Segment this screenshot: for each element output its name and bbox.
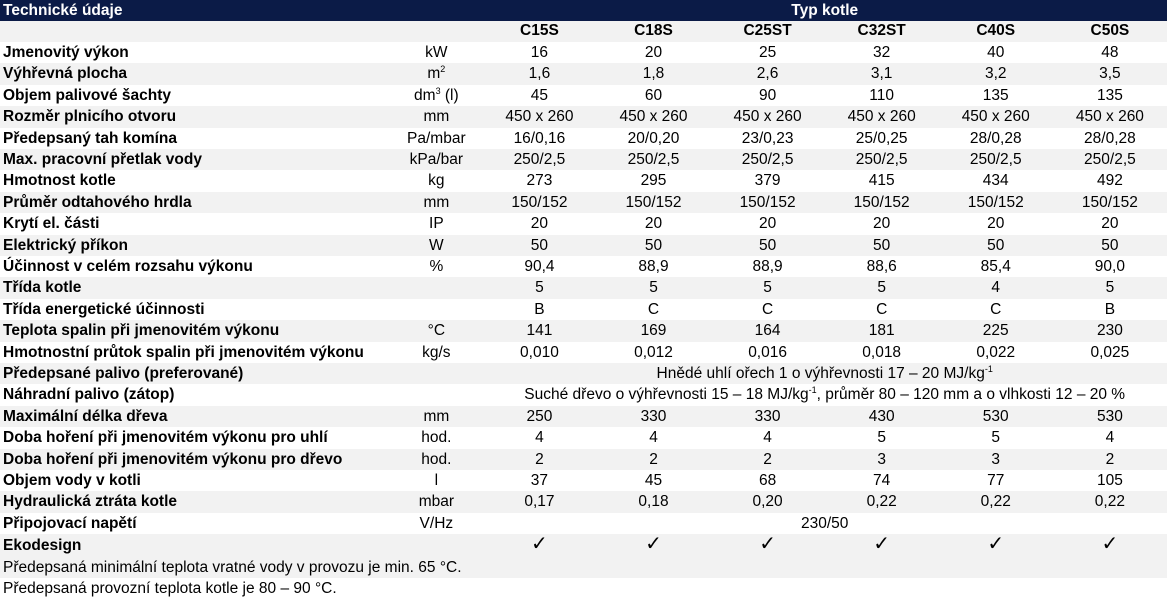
cell-value: 225 — [939, 320, 1053, 341]
cell-value: 181 — [825, 320, 939, 341]
row-unit — [390, 299, 482, 320]
row-label: Účinnost v celém rozsahu výkonu — [0, 256, 390, 277]
cell-value: 28/0,28 — [939, 128, 1053, 149]
row-label: Doba hoření při jmenovitém výkonu pro uhlí — [0, 427, 390, 448]
row-label: Předepsaný tah komína — [0, 128, 390, 149]
cell-value: 0,022 — [939, 342, 1053, 363]
cell-value: 492 — [1053, 170, 1167, 191]
row-unit: mm — [390, 192, 482, 213]
table-row — [0, 299, 1167, 320]
row-label: Jmenovitý výkon — [0, 42, 390, 63]
cell-value: 250/2,5 — [711, 149, 825, 170]
cell-value: 32 — [825, 42, 939, 63]
cell-value: 0,22 — [939, 491, 1053, 512]
cell-value: 135 — [1053, 85, 1167, 106]
row-label: Objem palivové šachty — [0, 85, 390, 106]
cell-value: 90,0 — [1053, 256, 1167, 277]
row-unit: l — [390, 470, 482, 491]
table-row — [0, 470, 1167, 491]
cell-value: 20/0,20 — [596, 128, 710, 149]
cell-value: 0,22 — [825, 491, 939, 512]
row-label: Max. pracovní přetlak vody — [0, 149, 390, 170]
model-header: C18S — [596, 21, 710, 42]
cell-value: 434 — [939, 170, 1053, 191]
cell-value: 295 — [596, 170, 710, 191]
table-row — [0, 277, 1167, 298]
cell-value: 530 — [1053, 406, 1167, 427]
table-row — [0, 235, 1167, 256]
row-unit: kW — [390, 42, 482, 63]
table-row — [0, 106, 1167, 127]
ecodesign-cell — [711, 534, 825, 556]
cell-value: 0,018 — [825, 342, 939, 363]
spanning-value: 230/50 — [482, 513, 1167, 534]
cell-value: 530 — [939, 406, 1053, 427]
unit-exponent: 3 — [435, 85, 441, 96]
boiler-type-label: Typ kotle — [482, 0, 1167, 21]
cell-value: 273 — [482, 170, 596, 191]
table-row — [0, 192, 1167, 213]
checkmark-icon: ✓ — [759, 534, 776, 556]
cell-value: 25/0,25 — [825, 128, 939, 149]
cell-value: 450 x 260 — [711, 106, 825, 127]
cell-value: 40 — [939, 42, 1053, 63]
unit-base: m — [427, 65, 441, 83]
row-unit: mm — [390, 406, 482, 427]
cell-value: 50 — [1053, 235, 1167, 256]
model-header: C25ST — [711, 21, 825, 42]
cell-value: 23/0,23 — [711, 128, 825, 149]
cell-value: 4 — [711, 427, 825, 448]
table-row — [0, 128, 1167, 149]
unit-exponent: 2 — [440, 64, 446, 75]
ecodesign-cell — [825, 534, 939, 556]
row-unit: mbar — [390, 491, 482, 512]
cell-value: 3,1 — [825, 63, 939, 84]
spec-rows — [0, 42, 1167, 557]
span-exponent: -1 — [808, 385, 817, 396]
cell-value: 88,9 — [596, 256, 710, 277]
cell-value: 45 — [596, 470, 710, 491]
cell-value: 105 — [1053, 470, 1167, 491]
span-text: Hnědé uhlí ořech 1 o výhřevnosti 17 – 20 MJ/kg — [656, 365, 985, 382]
model-header: C50S — [1053, 21, 1167, 42]
checkmark-icon: ✓ — [645, 534, 662, 556]
table-row — [0, 256, 1167, 277]
row-label: Náhradní palivo (zátop) — [0, 384, 390, 405]
cell-value: 2 — [711, 449, 825, 470]
cell-value: 1,6 — [482, 63, 596, 84]
cell-value: 0,012 — [596, 342, 710, 363]
cell-value: 135 — [939, 85, 1053, 106]
cell-value: 20 — [596, 213, 710, 234]
row-unit: hod. — [390, 449, 482, 470]
table-row — [0, 170, 1167, 191]
cell-value: 0,20 — [711, 491, 825, 512]
table-row — [0, 513, 1167, 534]
checkmark-icon: ✓ — [873, 534, 891, 556]
row-label: Hydraulická ztráta kotle — [0, 491, 390, 512]
cell-value: 250 — [482, 406, 596, 427]
cell-value: 88,9 — [711, 256, 825, 277]
note-row — [0, 578, 1167, 599]
spanning-value — [482, 363, 1167, 384]
table-row — [0, 363, 1167, 384]
cell-value: 4 — [939, 277, 1053, 298]
row-label: Rozměr plnicího otvoru — [0, 106, 390, 127]
cell-value: 430 — [825, 406, 939, 427]
row-unit: kg — [390, 170, 482, 191]
cell-value: 330 — [596, 406, 710, 427]
row-unit: Pa/mbar — [390, 128, 482, 149]
row-label: Teplota spalin při jmenovitém výkonu — [0, 320, 390, 341]
cell-value: 150/152 — [711, 192, 825, 213]
cell-value: 20 — [1053, 213, 1167, 234]
row-unit: V/Hz — [390, 513, 482, 534]
checkmark-icon: ✓ — [987, 534, 1005, 556]
model-header-row — [0, 21, 1167, 42]
cell-value: 20 — [596, 42, 710, 63]
cell-value: 85,4 — [939, 256, 1053, 277]
row-label: Maximální délka dřeva — [0, 406, 390, 427]
cell-value: 1,8 — [596, 63, 710, 84]
table-row — [0, 42, 1167, 63]
cell-value: 164 — [711, 320, 825, 341]
checkmark-icon: ✓ — [1101, 534, 1119, 556]
cell-value: 88,6 — [825, 256, 939, 277]
table-row — [0, 85, 1167, 106]
cell-value: 74 — [825, 470, 939, 491]
table-row — [0, 213, 1167, 234]
cell-value: 150/152 — [1053, 192, 1167, 213]
cell-value: 450 x 260 — [596, 106, 710, 127]
table-header-bar — [0, 0, 1167, 21]
cell-value: 0,016 — [711, 342, 825, 363]
row-label: Ekodesign — [0, 534, 390, 556]
table-row — [0, 320, 1167, 341]
cell-value: 450 x 260 — [825, 106, 939, 127]
cell-value: B — [1053, 299, 1167, 320]
cell-value: 5 — [825, 427, 939, 448]
cell-value: 25 — [711, 42, 825, 63]
row-label: Doba hoření při jmenovitém výkonu pro dřevo — [0, 449, 390, 470]
spanning-value — [482, 384, 1167, 405]
unit-suffix: (l) — [440, 86, 459, 104]
cell-value: 250/2,5 — [825, 149, 939, 170]
cell-value: 90,4 — [482, 256, 596, 277]
row-label: Objem vody v kotli — [0, 470, 390, 491]
cell-value: 0,025 — [1053, 342, 1167, 363]
cell-value: 5 — [939, 427, 1053, 448]
row-unit: % — [390, 256, 482, 277]
note-text: Předepsaná minimální teplota vratné vody v provozu je min. 65 °C. — [0, 557, 1167, 578]
table-row — [0, 406, 1167, 427]
row-unit — [390, 534, 482, 556]
cell-value: B — [482, 299, 596, 320]
notes-section — [0, 557, 1167, 600]
row-label: Výhřevná plocha — [0, 63, 390, 84]
note-text: Předepsaná provozní teplota kotle je 80 – 90 °C. — [0, 578, 1167, 599]
cell-value: 4 — [482, 427, 596, 448]
cell-value: C — [596, 299, 710, 320]
cell-value: 50 — [711, 235, 825, 256]
row-unit — [390, 85, 482, 106]
table-title: Technické údaje — [0, 0, 482, 21]
cell-value: 50 — [596, 235, 710, 256]
table-row — [0, 449, 1167, 470]
cell-value: 45 — [482, 85, 596, 106]
cell-value: 4 — [1053, 427, 1167, 448]
model-header: C15S — [482, 21, 596, 42]
cell-value: 250/2,5 — [1053, 149, 1167, 170]
unit-base: dm — [414, 86, 436, 104]
cell-value: 3,5 — [1053, 63, 1167, 84]
cell-value: 2 — [596, 449, 710, 470]
cell-value: 230 — [1053, 320, 1167, 341]
ecodesign-cell — [1053, 534, 1167, 556]
cell-value: 16/0,16 — [482, 128, 596, 149]
cell-value: 450 x 260 — [1053, 106, 1167, 127]
cell-value: 68 — [711, 470, 825, 491]
row-label: Připojovací napětí — [0, 513, 390, 534]
row-label: Průměr odtahového hrdla — [0, 192, 390, 213]
cell-value: 20 — [939, 213, 1053, 234]
row-label: Hmotnost kotle — [0, 170, 390, 191]
cell-value: 250/2,5 — [596, 149, 710, 170]
cell-value: 20 — [825, 213, 939, 234]
row-label: Třída energetické účinnosti — [0, 299, 390, 320]
row-unit: W — [390, 235, 482, 256]
span-text: Suché dřevo o výhřevnosti 15 – 18 MJ/kg — [524, 386, 809, 404]
ecodesign-cell — [482, 534, 596, 556]
model-header: C32ST — [825, 21, 939, 42]
cell-value: 2,6 — [711, 63, 825, 84]
cell-value: 0,22 — [1053, 491, 1167, 512]
cell-value: 5 — [482, 277, 596, 298]
cell-value: 110 — [825, 85, 939, 106]
cell-value: 3,2 — [939, 63, 1053, 84]
table-row — [0, 534, 1167, 556]
row-unit — [390, 277, 482, 298]
cell-value: 250/2,5 — [939, 149, 1053, 170]
cell-value: 150/152 — [482, 192, 596, 213]
cell-value: C — [939, 299, 1053, 320]
cell-value: 20 — [711, 213, 825, 234]
ecodesign-cell — [596, 534, 710, 556]
cell-value: 5 — [825, 277, 939, 298]
cell-value: 2 — [1053, 449, 1167, 470]
cell-value: 450 x 260 — [482, 106, 596, 127]
cell-value: 141 — [482, 320, 596, 341]
cell-value: 450 x 260 — [939, 106, 1053, 127]
cell-value: 60 — [596, 85, 710, 106]
cell-value: 77 — [939, 470, 1053, 491]
cell-value: 2 — [482, 449, 596, 470]
table-row — [0, 491, 1167, 512]
cell-value: 4 — [596, 427, 710, 448]
row-label: Hmotnostní průtok spalin při jmenovitém výkonu — [0, 342, 390, 363]
cell-value: 150/152 — [596, 192, 710, 213]
table-row — [0, 384, 1167, 405]
row-unit: kg/s — [390, 342, 482, 363]
row-unit: IP — [390, 213, 482, 234]
table-row — [0, 342, 1167, 363]
cell-value: C — [711, 299, 825, 320]
cell-value: 5 — [596, 277, 710, 298]
model-header: C40S — [939, 21, 1053, 42]
cell-value: 0,18 — [596, 491, 710, 512]
cell-value: 16 — [482, 42, 596, 63]
cell-value: 50 — [482, 235, 596, 256]
cell-value: 50 — [825, 235, 939, 256]
cell-value: 0,010 — [482, 342, 596, 363]
cell-value: C — [825, 299, 939, 320]
row-unit: °C — [390, 320, 482, 341]
cell-value: 3 — [825, 449, 939, 470]
row-unit: hod. — [390, 427, 482, 448]
row-label: Třída kotle — [0, 277, 390, 298]
cell-value: 330 — [711, 406, 825, 427]
cell-value: 150/152 — [825, 192, 939, 213]
row-unit: mm — [390, 106, 482, 127]
cell-value: 5 — [711, 277, 825, 298]
row-unit — [390, 363, 482, 384]
table-row — [0, 427, 1167, 448]
span-text-tail: , průměr 80 – 120 mm a o vlhkosti 12 – 20 % — [816, 386, 1126, 404]
ecodesign-cell — [939, 534, 1053, 556]
table-row — [0, 149, 1167, 170]
checkmark-icon: ✓ — [531, 534, 548, 556]
cell-value: 379 — [711, 170, 825, 191]
cell-value: 3 — [939, 449, 1053, 470]
cell-value: 48 — [1053, 42, 1167, 63]
cell-value: 169 — [596, 320, 710, 341]
note-row — [0, 557, 1167, 578]
cell-value: 28/0,28 — [1053, 128, 1167, 149]
cell-value: 37 — [482, 470, 596, 491]
cell-value: 250/2,5 — [482, 149, 596, 170]
cell-value: 20 — [482, 213, 596, 234]
row-unit — [390, 63, 482, 84]
row-label: Krytí el. části — [0, 213, 390, 234]
span-exponent: -1 — [984, 364, 993, 374]
cell-value: 150/152 — [939, 192, 1053, 213]
cell-value: 0,17 — [482, 491, 596, 512]
cell-value: 5 — [1053, 277, 1167, 298]
table-row — [0, 63, 1167, 84]
row-label: Předepsané palivo (preferované) — [0, 363, 390, 384]
cell-value: 415 — [825, 170, 939, 191]
row-label: Elektrický příkon — [0, 235, 390, 256]
cell-value: 90 — [711, 85, 825, 106]
row-unit: kPa/bar — [390, 149, 482, 170]
cell-value: 50 — [939, 235, 1053, 256]
row-unit — [390, 384, 482, 405]
